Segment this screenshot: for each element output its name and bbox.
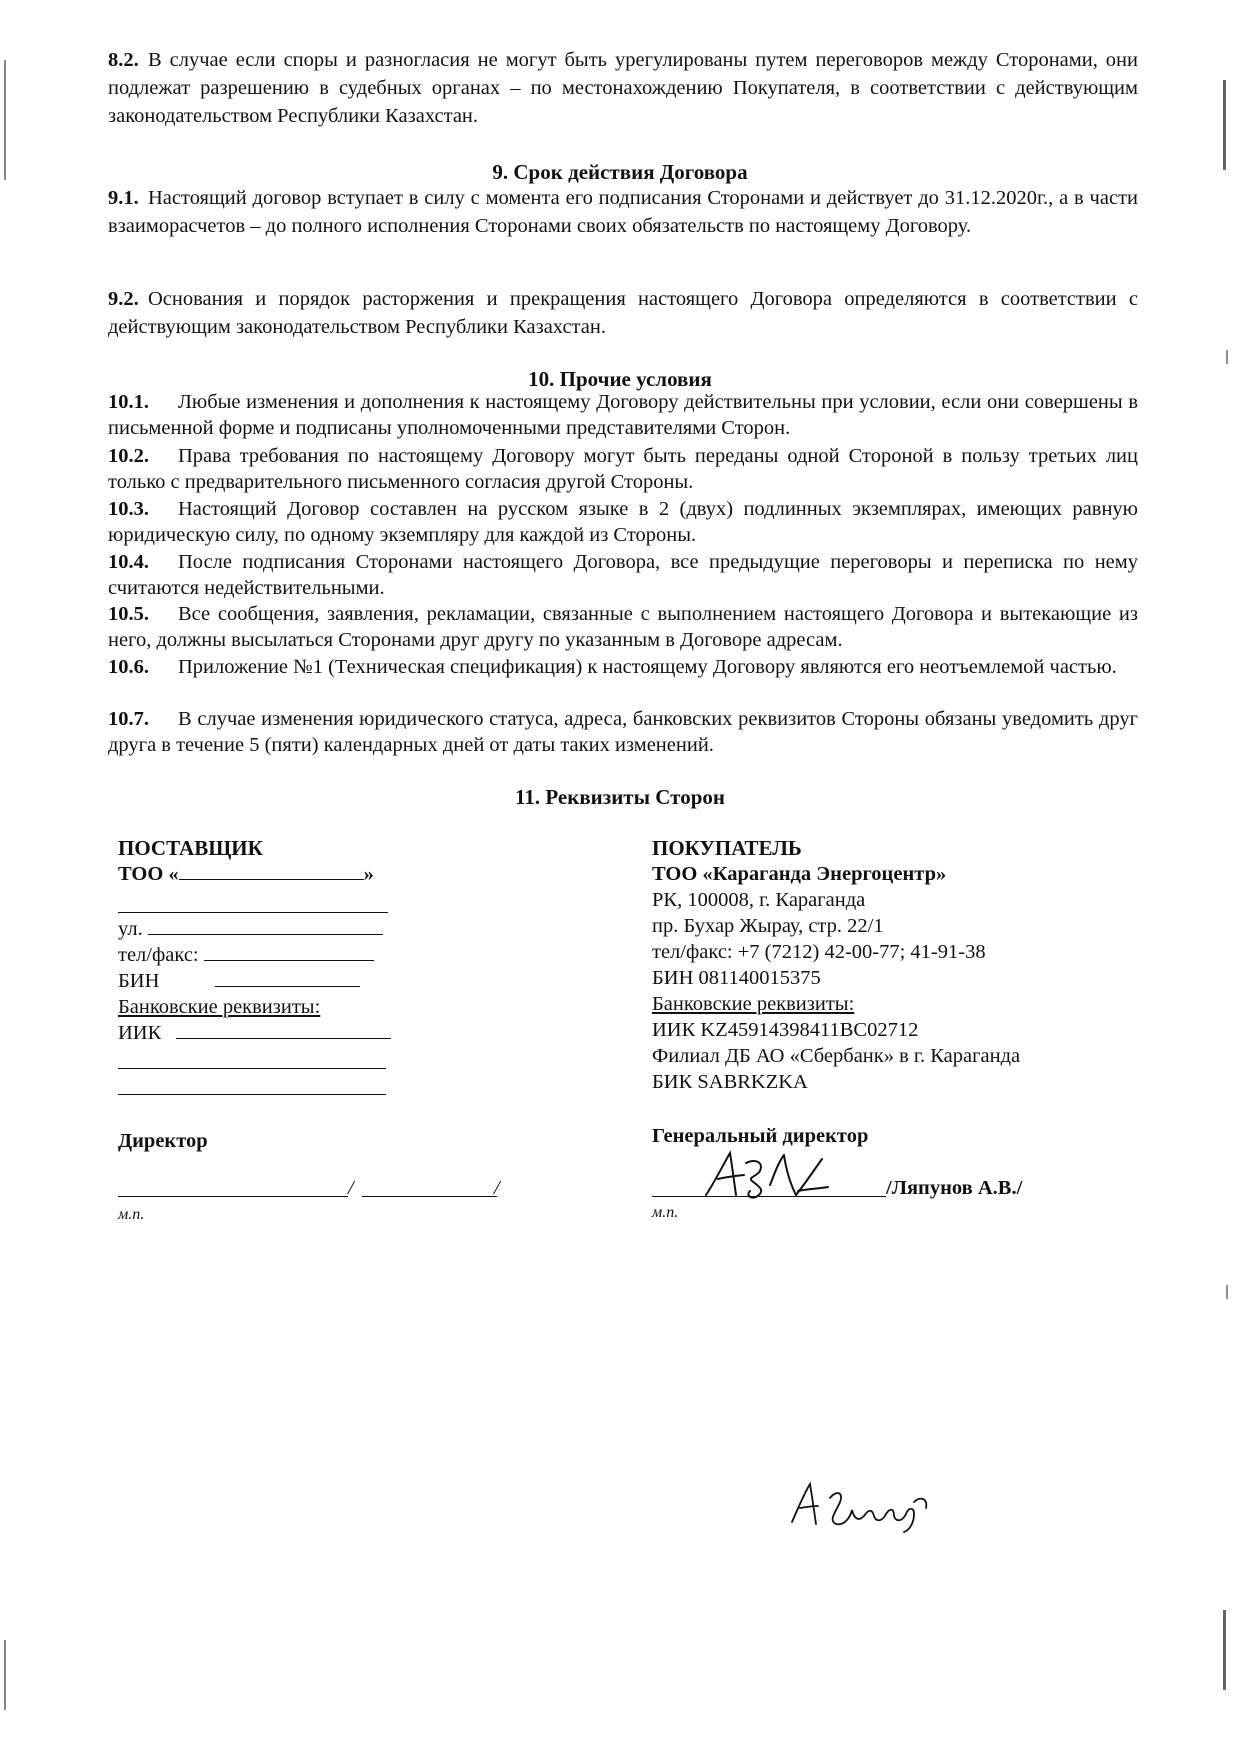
supplier-phone-label: тел/факс: <box>118 944 199 966</box>
supplier-street-label: ул. <box>118 918 143 940</box>
section-10-title: 10. Прочие условия <box>528 367 712 391</box>
buyer-address-street: пр. Бухар Жырау, стр. 22/1 <box>652 915 884 937</box>
supplier-blank-line <box>118 912 388 913</box>
clause-text: Основания и порядок расторжения и прекращения настоящего Договора определяются в соответствии с действующим законодательством Республики Казахстан. <box>108 288 1138 338</box>
supplier-sign-separator: / <box>494 1177 500 1199</box>
buyer-bank: Филиал ДБ АО «Сбербанк» в г. Караганда <box>652 1045 1021 1067</box>
supplier-heading: ПОСТАВЩИК <box>118 836 263 860</box>
clause-number: 10.3. <box>108 498 149 520</box>
clause-text: Настоящий договор вступает в силу с момента его подписания Сторонами и действует до 31.12.2020г., а в части взаиморасчетов – до полного исполнения Сторонами своих обязательств по настоящему Договору. <box>108 187 1138 237</box>
scan-edge-mark <box>4 1640 6 1710</box>
clause-number: 10.7. <box>108 708 149 730</box>
supplier-phone <box>118 942 374 968</box>
buyer-bank-heading: Банковские реквизиты: <box>652 993 855 1015</box>
clause-8-2 <box>108 46 1138 130</box>
supplier-bin-blank <box>215 968 360 987</box>
clause-10-2 <box>108 443 1138 495</box>
supplier-sign-separator: / <box>348 1177 354 1199</box>
clause-10-5 <box>108 601 1138 653</box>
buyer-bin: БИН 081140015375 <box>652 967 821 989</box>
buyer-phone: тел/факс: +7 (7212) 42-00-77; 41-91-38 <box>652 941 986 963</box>
clause-number: 10.5. <box>108 603 149 625</box>
buyer-director-name: /Ляпунов А.В./ <box>886 1177 1023 1199</box>
supplier-blank-line <box>118 1094 386 1095</box>
scan-edge-mark <box>1226 350 1228 364</box>
scan-edge-mark <box>1226 1285 1228 1299</box>
director-signature-image <box>700 1145 840 1205</box>
supplier-org-close: » <box>363 863 374 885</box>
buyer-director-title: Генеральный директор <box>652 1125 869 1147</box>
clause-number: 9.1. <box>108 187 139 209</box>
clause-10-7 <box>108 706 1138 758</box>
clause-number: 10.1. <box>108 391 149 413</box>
clause-text: Права требования по настоящему Договору могут быть переданы одной Стороной в пользу третьих лиц только с предварительного письменного согласия другой Стороны. <box>108 445 1138 493</box>
clause-text: Настоящий Договор составлен на русском языке в 2 (двух) подлинных экземплярах, имеющих равную юридическую силу, по одному экземпляру для каждой из Стороны. <box>108 498 1138 546</box>
clause-10-6 <box>108 654 1138 680</box>
supplier-stamp-label: м.п. <box>118 1206 145 1223</box>
buyer-iik: ИИК KZ45914398411BC02712 <box>652 1019 919 1041</box>
scan-edge-mark <box>1223 80 1226 170</box>
supplier-street-blank <box>148 916 383 935</box>
clause-number: 10.2. <box>108 445 149 467</box>
supplier-iik-blank <box>176 1020 391 1039</box>
clause-10-1 <box>108 389 1138 441</box>
scan-edge-mark <box>1223 1610 1226 1690</box>
supplier-blank-line <box>118 1068 386 1069</box>
supplier-street <box>118 916 383 942</box>
clause-text: После подписания Сторонами настоящего Договора, все предыдущие переговоры и переписка по нему считаются недействительными. <box>108 551 1138 599</box>
clause-text: Любые изменения и дополнения к настоящему Договору действительны при условии, если они совершены в письменной форме и подписаны уполномоченными представителями Сторон. <box>108 391 1138 439</box>
clause-text: Приложение №1 (Техническая спецификация) к настоящему Договору являются его неотъемлемой частью. <box>178 656 1117 678</box>
supplier-iik <box>118 1020 391 1046</box>
page-initials-signature <box>786 1478 946 1534</box>
supplier-bin <box>118 968 360 994</box>
supplier-org-open: ТОО « <box>118 863 179 885</box>
clause-9-2 <box>108 285 1138 341</box>
clause-10-4 <box>108 549 1138 601</box>
supplier-phone-blank <box>204 942 374 961</box>
clause-text: В случае изменения юридического статуса, адреса, банковских реквизитов Стороны обязаны уведомить друг друга в течение 5 (пяти) календарных дней от даты таких изменений. <box>108 708 1138 756</box>
buyer-org: ТОО «Караганда Энергоцентр» <box>652 863 947 885</box>
supplier-director: Директор <box>118 1130 208 1152</box>
supplier-name-line <box>362 1196 497 1197</box>
buyer-bik: БИК SABRKZKA <box>652 1071 808 1093</box>
supplier-org-blank <box>179 861 364 880</box>
clause-text: В случае если споры и разногласия не могут быть урегулированы путем переговоров между Сторонами, они подлежат разрешению в судебных органах – по местонахождению Покупателя, в соответствии с действующим законодательством Республики Казахстан. <box>108 49 1138 127</box>
supplier-signature-line <box>118 1196 348 1197</box>
supplier-iik-label: ИИК <box>118 1022 162 1044</box>
buyer-stamp-label: м.п. <box>652 1204 679 1221</box>
scan-edge-mark <box>4 60 6 180</box>
supplier-org <box>118 861 374 887</box>
section-9-title: 9. Срок действия Договора <box>492 160 748 184</box>
buyer-address-city: РК, 100008, г. Караганда <box>652 889 866 911</box>
clause-number: 10.4. <box>108 551 149 573</box>
section-11-title: 11. Реквизиты Сторон <box>515 785 725 809</box>
supplier-bin-label: БИН <box>118 970 160 992</box>
clause-number: 10.6. <box>108 656 149 678</box>
clause-10-3 <box>108 496 1138 548</box>
clause-number: 9.2. <box>108 288 139 310</box>
clause-number: 8.2. <box>108 49 139 71</box>
clause-9-1 <box>108 184 1138 240</box>
buyer-heading: ПОКУПАТЕЛЬ <box>652 836 802 860</box>
clause-text: Все сообщения, заявления, рекламации, связанные с выполнением настоящего Договора и вытекающие из него, должны высылаться Сторонами друг другу по указанным в Договоре адресам. <box>108 603 1138 651</box>
supplier-bank-heading: Банковские реквизиты: <box>118 996 321 1018</box>
